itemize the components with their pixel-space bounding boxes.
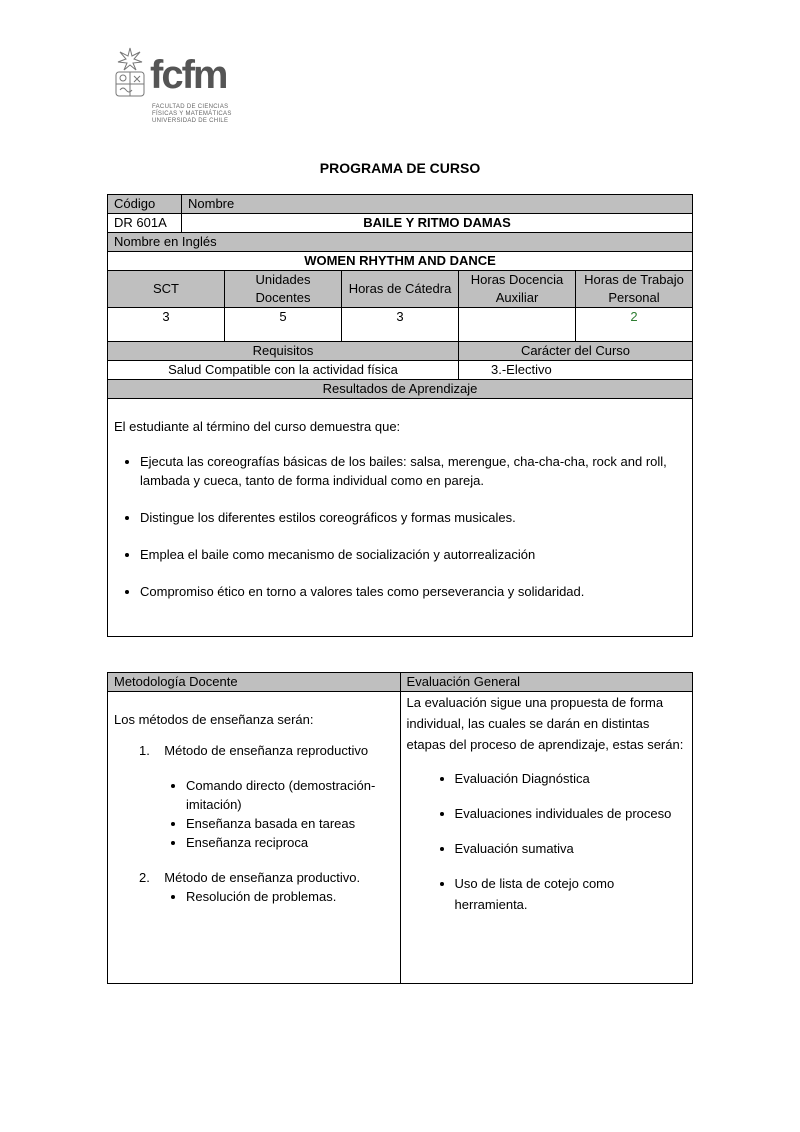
code-label: Código: [108, 195, 182, 214]
learning-result-item: • Distingue los diferentes estilos coreográficos y formas musicales.: [140, 508, 686, 527]
evaluation-cell: [400, 692, 692, 984]
logo-subtitle: FACULTAD DE CIENCIAS FÍSICAS Y MATEMÁTICAS UNIVERSIDAD DE CHILE: [152, 104, 232, 124]
course-name: BAILE Y RITMO DAMAS: [182, 214, 693, 233]
methodology-evaluation-table: [107, 672, 693, 984]
methodology-cell: [108, 692, 401, 984]
evaluation-item: • Evaluación sumativa: [455, 838, 686, 859]
english-name-label: Nombre en Inglés: [108, 233, 693, 252]
col-horas-catedra: Horas de Cátedra: [342, 271, 459, 308]
evaluation-item: • Evaluación Diagnóstica: [455, 768, 686, 789]
english-name: WOMEN RHYTHM AND DANCE: [108, 252, 693, 271]
method-1-item: • Comando directo (demostración-imitación): [186, 776, 394, 814]
learning-result-item: • Emplea el baile como mecanismo de socialización y autorrealización: [140, 545, 686, 564]
evaluation-label: Evaluación General: [400, 673, 692, 692]
requirements-value: Salud Compatible con la actividad física: [108, 361, 459, 380]
method-1-item: • Enseñanza basada en tareas: [186, 814, 394, 833]
method-1: 1. Método de enseñanza reproductivo: [139, 743, 369, 758]
val-unidades-docentes: 5: [225, 308, 342, 342]
learning-results-label: Resultados de Aprendizaje: [108, 380, 693, 399]
learning-results-intro: El estudiante al término del curso demuestra que:: [114, 419, 401, 434]
fcfm-logo: [112, 46, 242, 130]
method-1-item: • Enseñanza reciproca: [186, 833, 394, 852]
university-crest-icon: [112, 46, 148, 100]
col-horas-trabajo-personal: Horas de Trabajo Personal: [576, 271, 693, 308]
logo-wordmark: fcfm: [150, 53, 227, 97]
col-unidades-docentes: Unidades Docentes: [225, 271, 342, 308]
course-character-label: Carácter del Curso: [459, 342, 693, 361]
page-title: PROGRAMA DE CURSO: [319, 160, 481, 176]
course-table: [107, 194, 693, 637]
val-horas-docencia-auxiliar: [459, 308, 576, 342]
learning-result-item: • Compromiso ético en torno a valores tales como perseverancia y solidaridad.: [140, 582, 686, 601]
learning-results-cell: [108, 399, 693, 637]
course-code: DR 601A: [108, 214, 182, 233]
methodology-label: Metodología Docente: [108, 673, 401, 692]
col-horas-docencia-auxiliar: Horas Docencia Auxiliar: [459, 271, 576, 308]
val-sct: 3: [108, 308, 225, 342]
val-horas-catedra: 3: [342, 308, 459, 342]
col-sct: SCT: [108, 271, 225, 308]
evaluation-intro: La evaluación sigue una propuesta de forma individual, las cuales se darán en distintas etapas del proceso de aprendizaje, estas serán:: [406, 695, 684, 752]
learning-result-item: • Ejecuta las coreografías básicas de los bailes: salsa, merengue, cha-cha-cha, rock and roll, lambada y cueca, tanto de forma individual como en pareja.: [140, 452, 686, 490]
requirements-label: Requisitos: [108, 342, 459, 361]
method-2: 2. Método de enseñanza productivo.: [139, 870, 361, 885]
val-horas-trabajo-personal: 2: [576, 308, 693, 342]
evaluation-item: • Evaluaciones individuales de proceso: [455, 803, 686, 824]
methodology-intro: Los métodos de enseñanza serán:: [114, 712, 314, 727]
evaluation-item: • Uso de lista de cotejo como herramienta.: [455, 873, 686, 915]
name-label: Nombre: [182, 195, 693, 214]
method-2-item: • Resolución de problemas.: [186, 887, 394, 906]
course-character-value: 3.-Electivo: [459, 361, 693, 380]
